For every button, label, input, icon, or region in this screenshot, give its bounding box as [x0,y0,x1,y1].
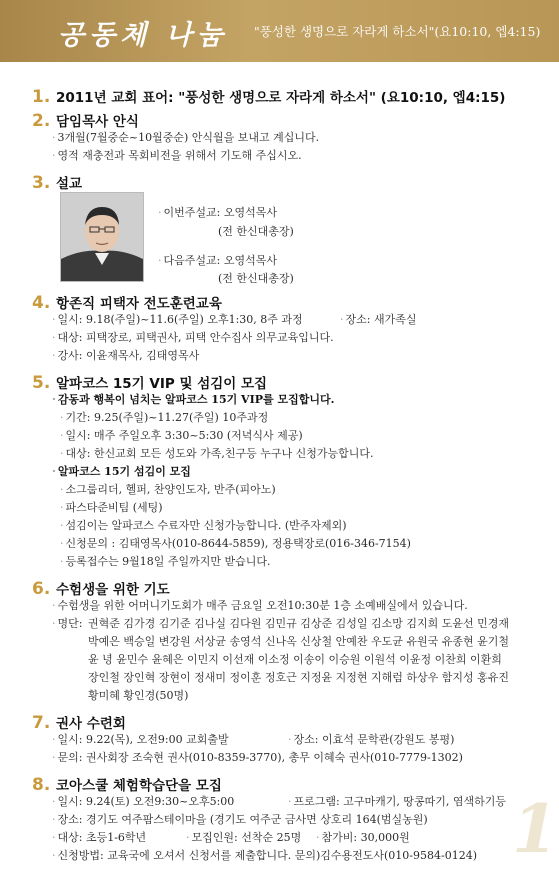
section-title: 알파코스 15기 VIP 및 섬김이 모집 [56,376,268,392]
section-number: 2. [32,111,51,131]
list-item: · 3개월(7월중순~10월중순) 안식월을 보내고 계십니다. [52,131,320,144]
list-item: · 신청문의 : 김태영목사(010-8644-5859), 정용택장로(016-346-7154) [60,537,411,550]
section-1-heading [32,86,505,107]
list-item: · 대상: 피택장로, 피택권사, 피택 안수집사 의무교육입니다. [52,331,334,344]
name-row: 권혁준 김가경 김기준 김나실 김다원 김민규 김상준 김성일 김소망 김지희 도윤선 민경재 [88,617,509,630]
section-4-heading [32,292,222,313]
list-item: · 신청방법: 교육국에 오셔서 신청서를 제출합니다. 문의)김수용전도사(010-9584-0124) [52,849,478,862]
list-item: · 참가비: 30,000원 [316,831,410,844]
section-number: 4. [32,293,51,313]
list-item: · 장소: 새가족실 [340,313,417,326]
section-number: 1. [32,87,51,107]
name-row: 박예은 백승일 변강원 서상균 송영석 신나옥 신상철 안예찬 우도균 유원국 유종현 윤기철 [88,635,509,648]
section-number: 5. [32,373,51,393]
subsection-heading: · 감동과 행복이 넘치는 알파코스 15기 VIP를 모집합니다. [52,393,335,406]
section-number: 3. [32,173,51,193]
name-row: 장인철 장인혁 장현이 정새미 정이훈 정호근 지정윤 지정현 지해럼 하상우 함지성 홍유진 [88,671,509,684]
list-item: · 강사: 이윤재목사, 김태영목사 [52,349,200,362]
header-banner [0,0,559,62]
section-8-heading [32,774,222,795]
list-item: · 일시: 9.22(목), 오전9:00 교회출발 [52,733,229,746]
name-row: 황미혜 황인경(50명) [88,689,189,702]
section-title: 2011년 교회 표어: "풍성한 생명으로 자라게 하소서" (요10:10, 엡4:15) [56,90,506,106]
section-2-heading [32,110,139,131]
section-number: 7. [32,713,51,733]
section-number: 6. [32,579,51,599]
section-title: 권사 수련회 [56,716,126,732]
list-item: · 수험생을 위한 어머니기도회가 매주 금요일 오전10:30분 1층 소예배실에서 있습니다. [52,599,468,612]
list-item: · 영적 재충전과 목회비전을 위해서 기도해 주십시오. [52,149,302,162]
list-item: · 일시: 9.24(토) 오전9:30~오후5:00 [52,795,235,808]
page-title: 공동체 나눔 [58,20,228,51]
page-subtitle: "풍성한 생명으로 자라게 하소서"(요10:10, 엡4:15) [254,24,541,39]
section-title: 설교 [56,176,83,192]
section-title: 담임목사 안식 [56,114,139,130]
list-item: · 일시: 9.18(주일)~11.6(주일) 오후1:30, 8주 과정 [52,313,303,326]
next-week-preacher-note: (전 한신대총장) [218,272,294,285]
section-title: 수험생을 위한 기도 [56,582,170,598]
list-item: · 문의: 권사회장 조숙현 권사(010-8359-3770), 총무 이혜숙 권사(010-7779-1302) [52,751,463,764]
list-item: · 프로그램: 고구마캐기, 땅콩따기, 염색하기등 [288,795,506,808]
names-label: · 명단: [52,617,83,630]
section-3-heading [32,172,82,193]
list-item: · 대상: 한신교회 모든 성도와 가족,친구등 누구나 신청가능합니다. [60,447,374,460]
list-item: · 모집인원: 선착순 25명 [186,831,302,844]
section-title: 코아스쿨 체험학습단을 모집 [56,778,222,794]
section-number: 8. [32,775,51,795]
list-item: · 기간: 9.25(주일)~11.27(주일) 10주과정 [60,411,269,424]
list-item: · 등록접수는 9월18일 주일까지만 받습니다. [60,555,271,568]
page-number: 1 [512,790,558,868]
section-6-heading [32,578,170,599]
section-5-heading [32,372,267,393]
preacher-photo [60,192,144,282]
list-item: · 소그룹리더, 헬퍼, 찬양인도자, 반주(피아노) [60,483,276,496]
name-row: 윤 녕 윤민수 윤혜은 이민지 이선재 이소정 이송이 이승원 이원석 이윤정 이찬희 이환희 [88,653,502,666]
list-item: · 섬김이는 알파코스 수료자만 신청가능합니다. (반주자제외) [60,519,347,532]
this-week-preacher-note: (전 한신대총장) [218,225,294,238]
list-item: · 대상: 초등1-6학년 [52,831,147,844]
section-title: 항존직 피택자 전도훈련교육 [56,296,222,312]
list-item: · 파스타준비팀 (세팅) [60,501,163,514]
list-item: · 장소: 경기도 여주팜스테이마을 (경기도 여주군 금사면 상호리 164(범실농원) [52,813,428,826]
this-week-sermon: · 이번주설교: 오영석목사 [158,206,277,219]
subsection-heading: · 알파코스 15기 섬김이 모집 [52,465,191,478]
list-item: · 장소: 이효석 문학관(강원도 봉평) [288,733,455,746]
next-week-sermon: · 다음주설교: 오영석목사 [158,254,277,267]
list-item: · 일시: 매주 주일오후 3:30~5:30 (저녁식사 제공) [60,429,303,442]
section-7-heading [32,712,126,733]
